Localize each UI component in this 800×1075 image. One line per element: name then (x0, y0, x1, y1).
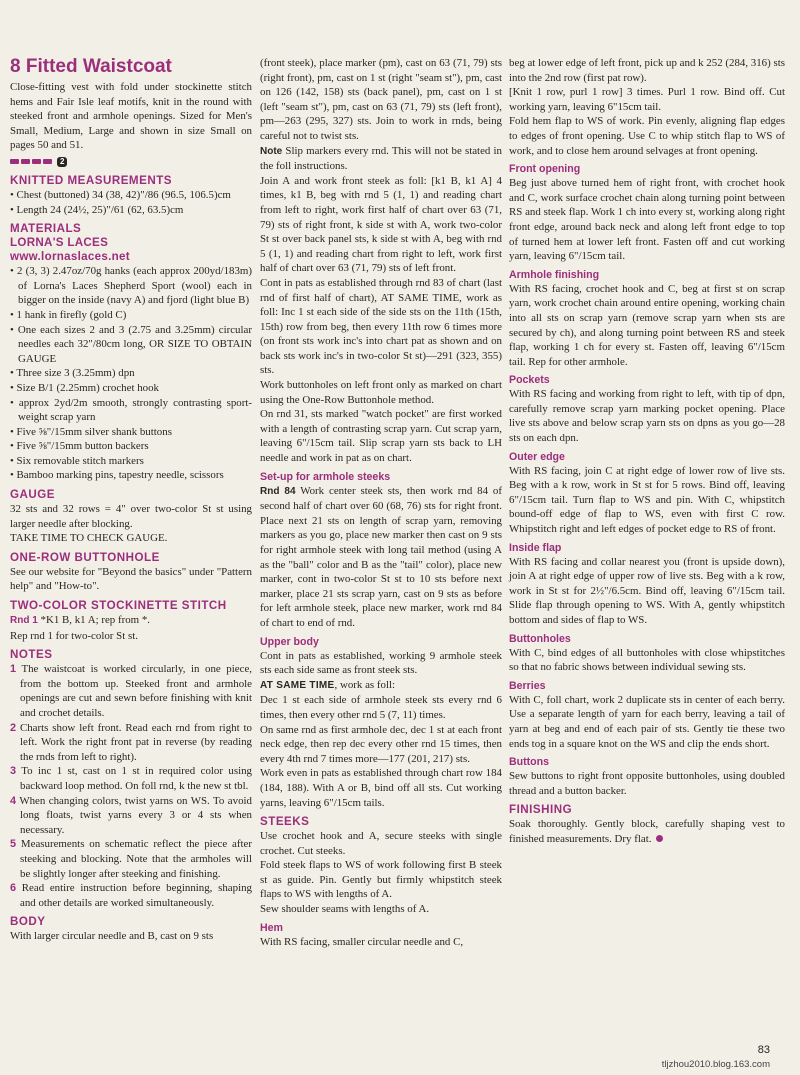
instruction-paragraph (260, 484, 502, 631)
section-heading: Hem (260, 921, 283, 934)
section-heading: ONE-ROW BUTTONHOLE (10, 550, 160, 564)
skill-bar-icon (10, 159, 19, 164)
section-heading: Set-up for armhole steeks (260, 470, 391, 483)
skill-bar-icon (21, 159, 30, 164)
section-heading: NOTES (10, 648, 53, 662)
list-item: • Length 24 (24½, 25)"/61 (62, 63.5)cm (10, 203, 184, 216)
paragraph: Fold steek flaps to WS of work following first B steek st as guide. Pin. Gently but firmly whipstitch steek flaps to WS with lengths of A. (260, 859, 502, 901)
skill-badge: 2 (57, 157, 67, 167)
page-number: 83 (757, 1044, 770, 1056)
note-number: 6 (10, 882, 17, 895)
section-heading: FINISHING (509, 803, 573, 817)
note-text: When changing colors, twist yarns on WS. To avoid long floats, twist yarns every 3 or 4 sts when necessary. (19, 794, 252, 836)
section-heading: LORNA'S LACES (10, 236, 109, 250)
paragraph: Dec 1 st each side of armhole steek sts every rnd 6 times, then every other rnd 5 (7, 11) times. (260, 694, 502, 721)
section-heading: TWO-COLOR STOCKINETTE STITCH (10, 599, 227, 613)
note-text: Read entire instruction before beginning, shaping and other details are worked simultaneously. (20, 882, 252, 909)
note-item (10, 721, 252, 765)
paragraph: With RS facing and collar nearest you (front is upside down), join A at right edge of upper row of live sts. Beg with a k row, work in St st for 2½"/6.5cm. Bind off, leaving 6"/15cm tail. Slide flap through opening to WS. With A, gently whipstitch bottom and sides of flap to WS. (509, 555, 785, 626)
list-item: • Three size 3 (3.25mm) dpn (10, 367, 135, 380)
section-heading: Inside flap (509, 541, 562, 554)
section-heading: STEEKS (260, 815, 310, 829)
instruction-text: Slip markers every rnd. This will not be stated in the foll instructions. (260, 144, 502, 173)
list-item: • Bamboo marking pins, tapestry needle, scissors (10, 469, 224, 482)
list-item: • Size B/1 (2.25mm) crochet hook (10, 381, 159, 394)
paragraph: Work even in pats as established through chart row 184 (184, 188). With A or B, bind off all sts. Cut working yarns, leaving 6"/15cm tails. (260, 767, 502, 809)
list-item: • Six removable stitch markers (10, 454, 144, 467)
column-right (509, 56, 785, 847)
note-text: To inc 1 st, cast on 1 st in required color using backward loop method. On foll rnd, k the new st tbl. (20, 765, 252, 792)
section-heading: KNITTED MEASUREMENTS (10, 173, 173, 187)
paragraph: With C, foll chart, work 2 duplicate sts in center of each berry. Use a separate length of yarn for each berry, leaving a tail of yarn at beg and end of each pair of sts. Gently tie these two ends tog in a square knot on the WS and clip the ends short. (509, 693, 785, 750)
instruction-label: Rnd 84 (260, 485, 296, 497)
end-mark-icon (656, 835, 663, 842)
note-text: Charts show left front. Read each rnd from right to left. Work the right front pat in reverse (by reading the rnds from left to right). (19, 721, 252, 763)
watermark: tljzhou2010.blog.163.com (661, 1059, 770, 1070)
list-item: • One each sizes 2 and 3 (2.75 and 3.25mm) circular needles each 32"/80cm long, OR SIZE TO OBTAIN GAUGE (10, 323, 252, 365)
paragraph: Cont in pats as established, working 9 armhole steek sts each side same as front steek sts. (260, 649, 502, 677)
section-heading: GAUGE (10, 488, 56, 502)
instruction-paragraph (260, 678, 502, 694)
paragraph: Cont in pats as established through rnd 83 of chart (last rnd of first half of chart), AT SAME TIME, work as foll: Inc 1 st each side of the side sts on the 11th (15th, 15th) row from beg, then every 11th row 6 times more (on front sts work inc's into chart pat as shown and on back sts work inc's in two-color St st)—291 (323, 355) sts. (260, 276, 502, 377)
section-heading: Buttonholes (509, 632, 571, 645)
paragraph: Join A and work front steek as foll: [k1 B, k1 A] 4 times, k1 B, beg with rnd 5 (1, 1) and reading chart from left to right, work first half of chart over 63 (71, 79) sts of right front, k side st with A, work two-color St st over back panel sts, k side st with A, beg with rnd 5 (1, 1) and reading chart from right to left, work first half of chart over 63 (71, 79) sts of left front. (260, 174, 502, 275)
paragraph: With RS facing, smaller circular needle and C, (260, 935, 464, 948)
paragraph: On same rnd as first armhole dec, dec 1 st at each front neck edge, then rep dec every other rnd 15 times, then every 4th rnd 7 times more—177 (201, 217) sts. (260, 723, 502, 765)
note-number: 2 (10, 721, 17, 734)
section-heading: BODY (10, 915, 46, 929)
instruction-paragraph (260, 144, 502, 174)
section-heading: Buttons (509, 756, 550, 769)
list-item: • approx 2yd/2m smooth, strongly contrasting sport-weight scrap yarn (10, 396, 252, 424)
paragraph: Fold hem flap to WS of work. Pin evenly, aligning flap edges to edges of front opening. Use C to whip stitch flap to WS of work, and to close hem around selvages at front opening. (509, 115, 785, 157)
intro-text: Close-fitting vest with fold under stockinette stitch hems and Fair Isle leaf motifs, knit in the round with steeked front and armhole openings. Sized for Men's Small, Medium, Large and shown in size Small on pages 50 and 51. (10, 81, 252, 152)
section-heading: MATERIALS (10, 222, 82, 236)
paragraph: With RS facing, crochet hook and C, beg at first st on scrap yarn, work crochet chain around entire opening, working chain into all sts on scrap yarn (remove scrap yarn when sts are secured by ch), and along turning point between RS and steek flap, working 1 ch for every st. Fasten off, leaving 6"/15cm tail. Rep for other armhole. (509, 282, 785, 368)
list-item: • 2 (3, 3) 2.47oz/70g hanks (each approx 200yd/183m) of Lorna's Laces Shepherd Sport (wool) each in bigger on the inside (navy A) and fjord (light blue B) (10, 265, 252, 307)
paragraph: Rep rnd 1 for two-color St st. (10, 629, 138, 642)
instruction-label: Note (260, 145, 283, 157)
instruction-text: , work as foll: (334, 678, 396, 691)
paragraph: Work buttonholes on left front only as marked on chart using the One-Row Buttonhole method. (260, 379, 502, 406)
skill-level (10, 155, 252, 169)
paragraph: Sew buttons to right front opposite buttonholes, using doubled thread and a button backer. (509, 770, 785, 797)
section-heading: Outer edge (509, 450, 565, 463)
note-text: Measurements on schematic reflect the piece after steeking and blocking. Note that the armholes will be slightly longer after steeking and finishing. (20, 838, 252, 880)
note-item (10, 794, 252, 838)
section-heading: Pockets (509, 374, 550, 387)
section-heading: Armhole finishing (509, 268, 600, 281)
column-left-content (10, 174, 252, 944)
paragraph: On rnd 31, sts marked "watch pocket" are first worked with a length of contrasting scrap yarn. Cut scrap yarn, leaving 6"/15cm tail. Slip scrap yarn sts back to LH needle and work in pat as on chart. (260, 408, 502, 465)
paragraph: Beg just above turned hem of right front, with crochet hook and C, work surface crochet chain along turning point between RS and steek flap. Work 1 ch into every st, working along right front edge, around back neck and along left front edge to top of turned hem at lower left front. Fasten off and cut working yarn, leaving 6"/15cm tail. (509, 177, 785, 263)
note-item (10, 881, 252, 910)
skill-bar-icon (32, 159, 41, 164)
paragraph: 32 sts and 32 rows = 4" over two-color St st using larger needle after blocking. (10, 503, 252, 530)
column-middle-content (260, 56, 502, 949)
section-heading: Front opening (509, 163, 581, 176)
column-left (10, 56, 252, 944)
list-item: • Chest (buttoned) 34 (38, 42)"/86 (96.5, 106.5)cm (10, 188, 231, 201)
instruction-label: AT SAME TIME (260, 679, 335, 691)
section-heading: www.lornaslaces.net (10, 250, 130, 264)
note-number: 5 (10, 838, 17, 851)
paragraph: (front steek), place marker (pm), cast on 63 (71, 79) sts (right front), pm, cast on 1 st (right "seam st"), pm, cast on 126 (142, 158) sts (back panel), pm, cast on 1 st (left "seam st"), pm, cast on 63 (71, 79) sts (left front), pm—263 (295, 327) sts. Join to work in rnds, being careful not to twist sts. (260, 57, 502, 142)
paragraph: See our website for "Beyond the basics" under "Pattern help" and "How-to". (10, 565, 252, 593)
note-number: 3 (10, 765, 17, 778)
paragraph: With RS facing, join C at right edge of lower row of live sts. Beg with a k row, work in St st for 5 rows. Bind off, leaving 6"/15cm tail. Turn flap to WS and pin. With C, whipstitch bound-off edge of flap to WS, even with first C row. Whipstitch right and left edges of pocket edge to RS of front. (509, 464, 785, 536)
section-heading: Berries (509, 679, 546, 692)
paragraph: Sew shoulder seams with lengths of A. (260, 903, 430, 916)
pattern-name: Fitted Waistcoat (25, 56, 172, 77)
paragraph: [Knit 1 row, purl 1 row] 3 times. Purl 1 row. Bind off. Cut working yarn, leaving 6"15cm tail. (509, 86, 785, 113)
paragraph: With larger circular needle and B, cast on 9 sts (10, 930, 214, 943)
column-right-content (509, 56, 785, 847)
note-text: The waistcoat is worked circularly, in one piece, from the bottom up. Steeked front and armhole openings are cut and sewn before finishing with knit and crochet details. (20, 663, 253, 719)
note-number: 1 (10, 663, 17, 676)
paragraph: Soak thoroughly. Gently block, carefully shaping vest to finished measurements. Dry flat. (509, 818, 785, 845)
instruction-label: Rnd 1 (10, 615, 38, 627)
paragraph: Use crochet hook and A, secure steeks with single crochet. Cut steeks. (260, 830, 502, 857)
skill-bar-icon (43, 159, 52, 164)
list-item: • 1 hank in firefly (gold C) (10, 308, 127, 321)
note-number: 4 (10, 794, 17, 807)
paragraph: With C, bind edges of all buttonholes with close whipstitches so that no fabric shows between individual sewing sts. (509, 646, 785, 674)
pattern-title (10, 56, 252, 78)
paragraph: TAKE TIME TO CHECK GAUGE. (10, 532, 168, 545)
instruction-text: *K1 B, k1 A; rep from *. (37, 614, 151, 627)
pattern-number: 8 (10, 56, 21, 77)
round-instruction (10, 613, 252, 629)
instruction-text: Work center steek sts, then work rnd 84 of second half of chart over 60 (68, 76) sts for right front. Place next 21 sts on length of scrap yarn, removing markers as you go, place new marker then cast on 9 sts for right armhole steek with long tail method (using A as the "ball" color and B as the "tail" color), place new marker, cont in two-color St st to 10 sts before next marker, place 21 sts scrap yarn, cast on 9 sts as before for left armhole steek, place new marker, work rnd 84 of chart to end of rnd. (260, 484, 503, 629)
paragraph: With RS facing and working from right to left, with tip of dpn, carefully remove scrap yarn marking pocket opening. Place live sts above and below scrap yarn sts on dpns as you go—28 sts on each dpn. (509, 388, 785, 445)
note-item (10, 764, 252, 793)
section-heading: Upper body (260, 635, 319, 648)
paragraph: beg at lower edge of left front, pick up and k 252 (284, 316) sts into the 2nd row (first pat row). (509, 57, 785, 84)
list-item: • Five ⅝"/15mm silver shank buttons (10, 425, 172, 438)
column-middle (260, 56, 502, 949)
list-item: • Five ⅝"/15mm button backers (10, 440, 149, 453)
note-item (10, 837, 252, 881)
note-item (10, 662, 252, 720)
